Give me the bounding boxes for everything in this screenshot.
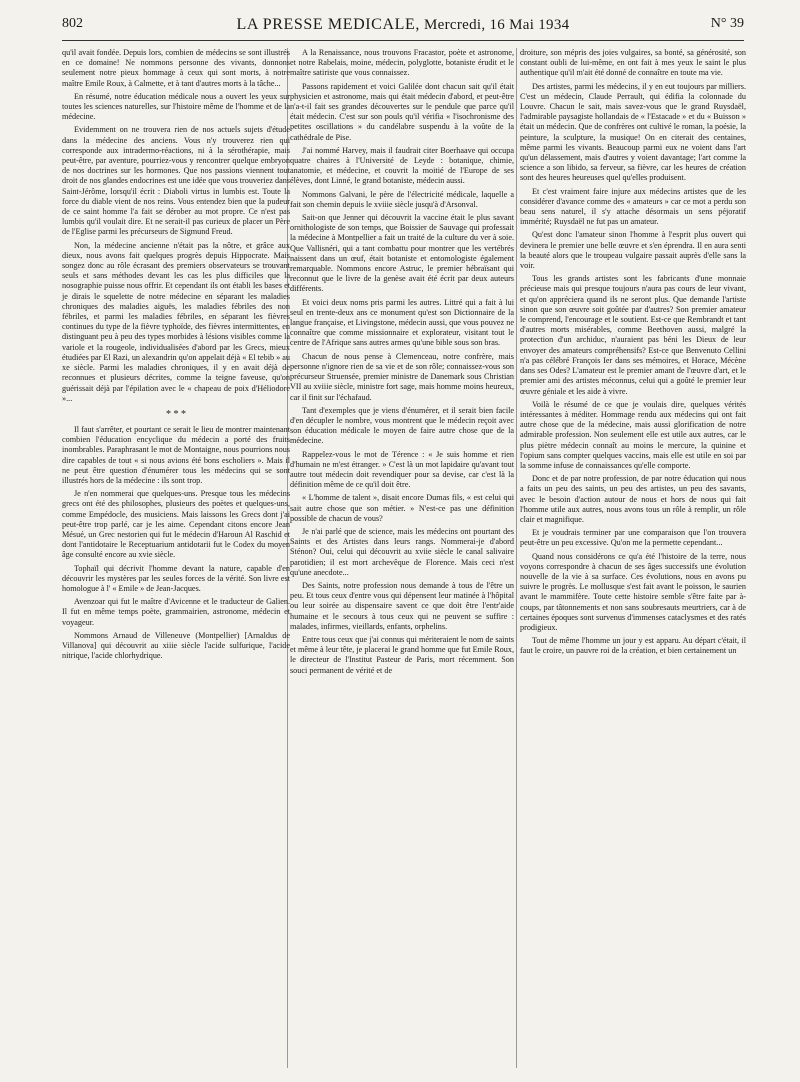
paragraph: Je n'en nommerai que quelques-uns. Presque tous les médecins grecs ont été des philosophes, plusieurs des poètes et quelques-uns, comme Empédocle, des musiciens. Mais laissons les Grecs dont j'ai peut-être trop parlé, car je les aime. Cependant citons encore Jean Mésué, un Grec nestorien qui fut le médecin d'Haroun Al Raschid et dont l'antidotaire le Receptuarium antidotarii fut le Codex du moyen âge consulté encore au xvie siècle. <box>62 489 290 560</box>
paragraph: Des Saints, notre profession nous demande à tous de l'être un peu. Et tous ceux d'entre vous qui dépensent leur matinée à l'hôpital ou leur soirée au dispensaire savent ce que doit être l'entr'aide humaine et le secours à tous ceux qui ne peuvent se suffire : malades, infirmes, vieillards, enfants, orphelins. <box>290 580 514 631</box>
paragraph: Nommons Galvani, le père de l'électricité médicale, laquelle a fait son chemin depuis le xviiie siècle jusqu'à d'Arsonval. <box>290 189 514 209</box>
column-2 <box>290 48 514 679</box>
journal-name: LA PRESSE MEDICALE, <box>236 16 420 33</box>
issue-number: N° 39 <box>710 16 744 31</box>
paragraph: J'ai nommé Harvey, mais il faudrait citer Boerhaave qui occupa quatre chaires à l'Université de Leyde : botanique, chimie, anatomie, et médecine, et couvrit la moitié de l'Europe de ses élèves, dont Linné, le grand botaniste, médecin aussi. <box>290 145 514 186</box>
paragraph: Tant d'exemples que je viens d'énumérer, et il serait bien facile d'en décupler le nombre, vous montrent que le médecin reçoit avec son éducation médicale le moyen de faire autre chose que de la médecine. <box>290 405 514 446</box>
paragraph: En résumé, notre éducation médicale nous a ouvert les yeux sur toutes les sciences naturelles, sur l'histoire même de l'homme et de la médecine. <box>62 91 290 122</box>
column-1 <box>62 48 290 664</box>
paragraph: Chacun de nous pense à Clemenceau, notre confrère, mais personne n'ignore rien de sa vie et de son rôle; connaissez-vous son précurseur Struensée, premier ministre de Danemark sous Christian VII au xviiie siècle, ministre fort sage, mais homme moins heureux, car il finit sur l'échafaud. <box>290 351 514 402</box>
page-number: 802 <box>62 16 83 31</box>
paragraph: Tous les grands artistes sont les fabricants d'une monnaie précieuse mais qui presque toujours n'aura pas cours de leur vivant, et qu'on appréciera quand ils ne seront plus. Que demande l'artiste sinon que son œuvre soit goûtée par d'autres? Son premier amateur le comprend, l'encourage et le soutient. Est-ce que Rembrandt et tant d'autres morts misérables, comme Beethoven aussi, malgré la protection d'un archiduc, n'auraient pas béni les Dieux de leur envoyer des amateurs compréhensifs? Est-ce que Benvenuto Cellini n'a pas célébré François Ier dans ses mémoires, et Horace, Mécène dans ses Odes? L'amateur est le premier amant de l'œuvre d'art, et le premier ami des artistes méconnus, celui qui a goûté le premier leur œuvre géniale et les aide à vivre. <box>520 274 746 396</box>
journal-title-line <box>62 16 744 34</box>
paragraph: qu'il avait fondée. Depuis lors, combien de médecins se sont illustrés en ce domaine! Ne nommons personne des vivants, donnons seulement notre pieux hommage à ceux qui sont morts, à notre maître Emile Roux, à Calmette, et à tant d'autres morts à la tâche... <box>62 48 290 88</box>
paragraph: A la Renaissance, nous trouvons Fracastor, poète et astronome, et notre Rabelais, moine, médecin, polyglotte, botaniste érudit et le maître satiriste que vous connaissez. <box>290 48 514 78</box>
paragraph: Des artistes, parmi les médecins, il y en eut toujours par milliers. C'est un médecin, Claude Perrault, qui édifia la colonnade du Louvre. Chacun le sait, mais savez-vous que le grand Ruysdaël, l'admirable paysagiste hollandais de « l'Estacade » et du « Buisson » était un médecin. Que de confrères ont cultivé le roman, la poésie, la peinture, la sculpture, la musique! On en citerait des centaines, même parmi les vivants. Beaucoup parmi eux ne voient dans l'art qu'un délassement, mais d'autres y voient davantage; l'art comme la science a son libido, sa ferveur, sa fièvre, car les heures de création sont des heures heureuses quel qu'elles produisent. <box>520 81 746 183</box>
column-3 <box>520 48 746 660</box>
paragraph: Il faut s'arrêter, et pourtant ce serait le lieu de montrer maintenant combien l'éducation encyclique du médecin a porté des fruits inombrables. Paraphrasant le mot de Montaigne, nous pourrions nous dire capables de tout « si nous avions été bons escholiers ». Mais il ne peut être question d'énumérer tous les médecins qui se sont illustrés hors de la médecine : ils sont trop. <box>62 424 290 485</box>
paragraph: Et voici deux noms pris parmi les autres. Littré qui a fait à lui seul en trente-deux ans ce monument qu'est son Dictionnaire de la langue française, et Livingstone, médecin aussi, que vous pouvez ne connaître que comme missionnaire et explorateur, visitant tout le centre de l'Afrique sans autres armes qu'une bible sous son bras. <box>290 297 514 348</box>
paragraph: Et c'est vraiment faire injure aux médecins artistes que de les considérer d'avance comme des « amateurs » car ce mot a perdu son beau sens naturel, il s'y attache désormais un sens péjoratif immérité; Ruysdaël ne fut pas un amateur. <box>520 186 746 227</box>
paragraph: Donc et de par notre profession, de par notre éducation qui nous a faits un peu des saints, un peu des artistes, un peu des savants, avec le besoin d'action autour de nous et hors de nous qui fait l'homme utile aux autres, nous avons tous un rôle à remplir, un rôle clair et magnifique. <box>520 474 746 524</box>
paragraph: Et je voudrais terminer par une comparaison que l'on trouvera peut-être un peu excessive. Qu'on me la permette cependant... <box>520 528 746 548</box>
issue-date: Mercredi, 16 Mai 1934 <box>424 17 570 33</box>
paragraph: Quand nous considérons ce qu'a été l'histoire de la terre, nous voyons correspondre à chacun de ses âges successifs une évolution nouvelle de la vie à sa surface. Ces évolutions, nous en avons pu suivre le progrès. Le mollusque s'est fait avant le poisson, le saurien avant le mammifère. Toute cette histoire semble s'être faite par à-coups, par tâtonnements et non sans soubresauts meurtriers, car à de certaines époques sont survenus d'immenses cataclysmes et des ratés prodigieux. <box>520 551 746 632</box>
page-header <box>62 16 744 38</box>
paragraph: Je n'ai parlé que de science, mais les médecins ont pourtant des Saints et des Artistes dans leurs rangs. Nommerai-je d'abord Sténon? Oui, celui qui découvrit au xviie siècle le canal salivaire parotidien; il est mort archevêque de Florence. Mais ceci n'est qu'une anecdote... <box>290 526 514 577</box>
paragraph: « L'homme de talent », disait encore Dumas fils, « est celui qui sait autre chose que son métier. » N'est-ce pas une définition possible de chacun de vous? <box>290 493 514 523</box>
paragraph: Voilà le résumé de ce que je voulais dire, quelques vérités intéressantes à méditer. Hommage rendu aux médecins qui ont fait autre chose que de la médecine, mais aussi glorification de notre admirable profession. Non seulement elle est utile aux autres, car le plus piètre médecin connaît au moins le mercure, la quinine et l'opium sans compter quelques vaccins, mais elle est utile en soi par la somme infuse de connaissances qu'elle comporte. <box>520 399 746 470</box>
paragraph: droiture, son mépris des joies vulgaires, sa bonté, sa générosité, son constant oubli de lui-même, en ont fait à mes yeux le saint le plus authentique qu'il m'ait été donné de connaître en toute ma vie. <box>520 48 746 78</box>
paragraph: Entre tous ceux que j'ai connus qui mériteraient le nom de saints et même à leur tête, je placerai le grand homme que fut Emile Roux, le directeur de l'Institut Pasteur de Paris, mort récemment. Son souci permanent de vérité et de <box>290 634 514 675</box>
paragraph: Tophaïl qui décrivit l'homme devant la nature, capable d'en découvrir les mystères par les seules forces de la vérité. Son livre est homologue à l' « Emile » de Jean-Jacques. <box>62 563 290 593</box>
paragraph: Non, la médecine ancienne n'était pas la nôtre, et grâce aux dieux, nous avons fait quelques progrès depuis Hippocrate. Mais songez donc au rôle écrasant des premiers observateurs se trouvant seuls et sans méthodes devant les cas les plus difficiles que la nosographie puisse nous offrir. Et cependant ils ont établi les bases et je dirais le squelette de notre médecine en séparant les maladies chroniques des maladies aiguës, les maladies fébriles des non fébriles, et parmi les maladies fébriles, en séparant les fièvres continues du type de la fièvre typhoïde, des fièvres intermittentes, en distinguant peu à peu des types morbides à lésions visibles comme la variole et la rougeole, individualisées d'abord par les Grecs, mieux étudiées par El Razi, un alexandrin qu'on appelait déjà « El tebib » au xe siècle. Parmi les maladies chroniques, il y en avait déjà de reconnues et plusieurs décrites, comme la teigne faveuse, qu'on guérissait déjà par l'épilation avec le « chapeau de poix d'Héliodore »... <box>62 240 290 403</box>
paragraph: Nommons Arnaud de Villeneuve (Montpellier) [Arnaldus de Villanova] qui découvrit au xiiie siècle l'acide sulfurique, l'acide nitrique, l'acide chlorhydrique. <box>62 630 290 661</box>
header-rule <box>62 40 744 41</box>
paragraph: Sait-on que Jenner qui découvrit la vaccine était le plus savant ornithologiste de son temps, que Boissier de Sauvage qui professait la médecine à Montpellier a fait un traité de la culture du ver à soie. Que Vallisnéri, qui a tant combattu pour montrer que les vertébrés naissent dans un œuf, était botaniste et entomologiste également remarquable. Nommons encore Astruc, le premier hébraïsant qui reconnut que le livre de la genèse avait été écrit par deux auteurs différents. <box>290 213 514 294</box>
paragraph: Evidemment on ne trouvera rien de nos actuels sujets d'étude dans la médecine des anciens. Vous n'y trouverez rien qui corresponde aux intradermo-réactions, ni à la sérothérapie, mais peut-être, par aventure, pourriez-vous y rencontrer quelque embryon de nos doctrines sur les hormones. Que nos passions viennent tout droit de nos glandes endocrines est une idée que vous trouveriez dans Saint-Jérôme, lorsqu'il écrit : Diaboli virtus in lumbis est. Toute la force du diable vient de nos reins. Vous entendez bien que la pudeur de ce saint homme l'a fait se dérober au mot propre. Ce n'est pas lumbis qu'il voulait dire. Et ne serait-il pas curieux de placer un Père de l'Eglise parmi les précurseurs de Sigmund Freud. <box>62 125 290 237</box>
paragraph: Qu'est donc l'amateur sinon l'homme à l'esprit plus ouvert qui devinera le premier une belle œuvre et s'en éprendra. Il en aura senti la beauté alors que le troupeau vulgaire passait auprès d'elle sans la voir. <box>520 230 746 271</box>
paragraph: Avenzoar qui fut le maître d'Avicenne et le traducteur de Galien. Il fut en même temps poète, grammairien, astronome, médecin et voyageur. <box>62 597 290 627</box>
paragraph: Passons rapidement et voici Galilée dont chacun sait qu'il était physicien et astronome, mais qui était médecin d'abord, et peut-être n'a-t-il fait ses grandes découvertes sur le pendule que parce qu'il était médecin. C'est sur son pouls qu'il vérifia « l'isochronisme des petites oscillations » du candélabre suspendu à la voûte de la cathédrale de Pise. <box>290 81 514 142</box>
column-divider <box>516 48 517 1068</box>
section-separator: * * * <box>166 408 186 420</box>
paragraph: Rappelez-vous le mot de Térence : « Je suis homme et rien d'humain ne m'est étranger. » C'est là un mot lapidaire qu'avant tout autre tout médecin doit revendiquer pour sa devise, car c'est là la définition même de ce qu'il doit être. <box>290 449 514 490</box>
paragraph: Tout de même l'homme un jour y est apparu. Au départ c'était, il faut le croire, un pauvre roi de la création, et bien certainement un <box>520 636 746 656</box>
